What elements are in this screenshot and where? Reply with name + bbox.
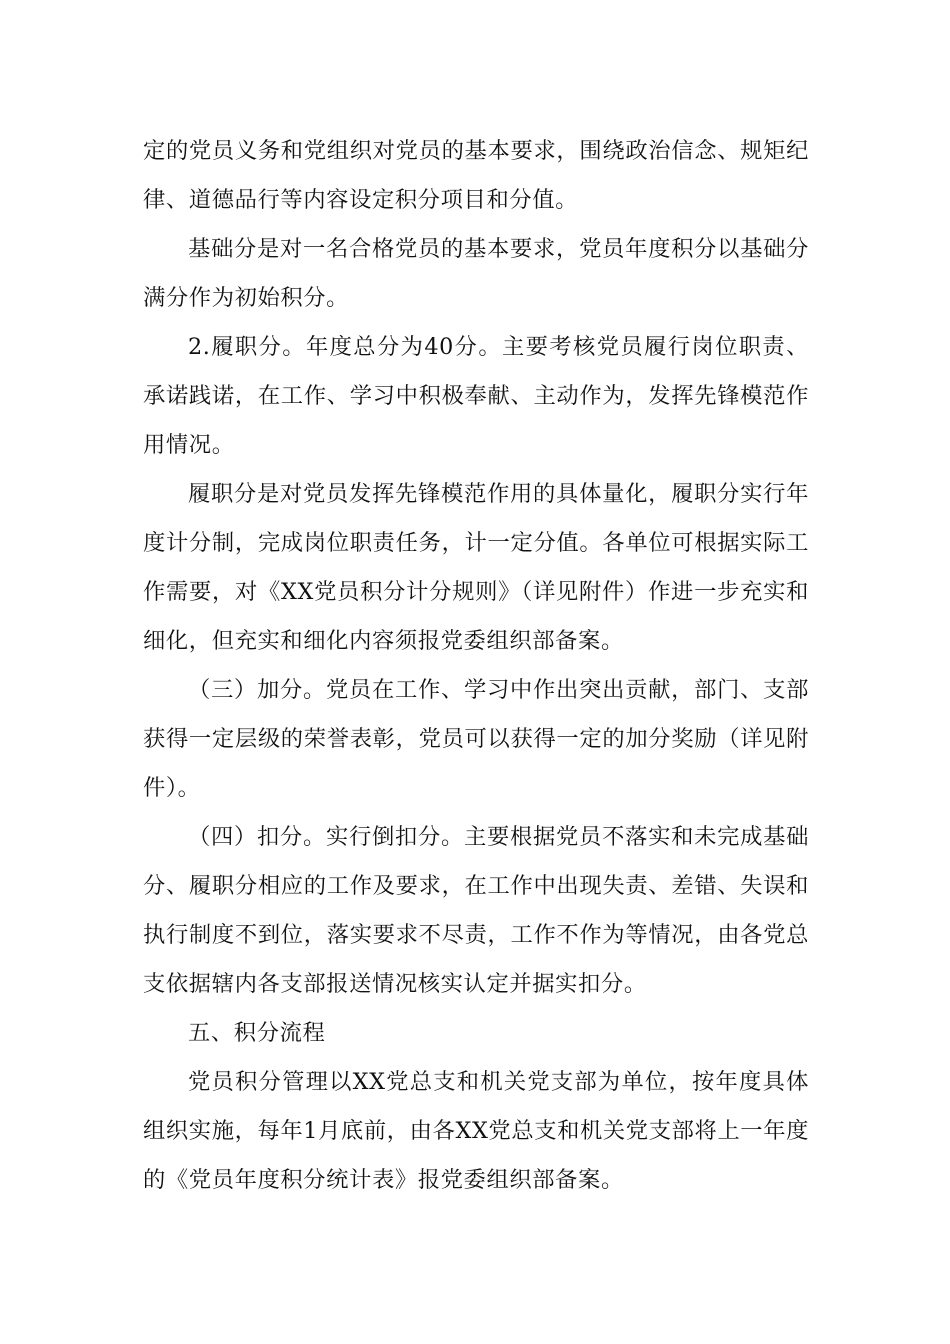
section-heading-process: 五、积分流程 [188, 1020, 326, 1046]
paragraph-bonus-points: （三）加分。党员在工作、学习中作出突出贡献，部门、支部获得一定层级的荣誉表彰，党员可以获得一定的加分奖励（详见附件）。 [143, 677, 809, 801]
paragraph-continued-obligations: 定的党员义务和党组织对党员的基本要求，围绕政治信念、规矩纪律、道德品行等内容设定积分项目和分值。 [143, 138, 809, 213]
paragraph-deduction-points: （四）扣分。实行倒扣分。主要根据党员不落实和未完成基础分、履职分相应的工作及要求，在工作中出现失责、差错、失误和执行制度不到位，落实要求不尽责，工作不作为等情况，由各党总支依据辖内各支部报送情况核实认定并据实扣分。 [143, 824, 809, 997]
paragraph-base-score: 基础分是对一名合格党员的基本要求，党员年度积分以基础分满分作为初始积分。 [143, 236, 809, 311]
paragraph-duty-score: 2.履职分。年度总分为40分。主要考核党员履行岗位职责、承诺践诺，在工作、学习中积极奉献、主动作为，发挥先锋模范作用情况。 [143, 334, 809, 458]
paragraph-process-detail: 党员积分管理以XX党总支和机关党支部为单位，按年度具体组织实施，每年1月底前，由各XX党总支和机关党支部将上一年度的《党员年度积分统计表》报党委组织部备案。 [143, 1069, 809, 1193]
document-body [143, 127, 809, 1205]
paragraph-duty-score-detail: 履职分是对党员发挥先锋模范作用的具体量化，履职分实行年度计分制，完成岗位职责任务，计一定分值。各单位可根据实际工作需要，对《XX党员积分计分规则》（详见附件）作进一步充实和细化，但充实和细化内容须报党委组织部备案。 [143, 481, 809, 654]
